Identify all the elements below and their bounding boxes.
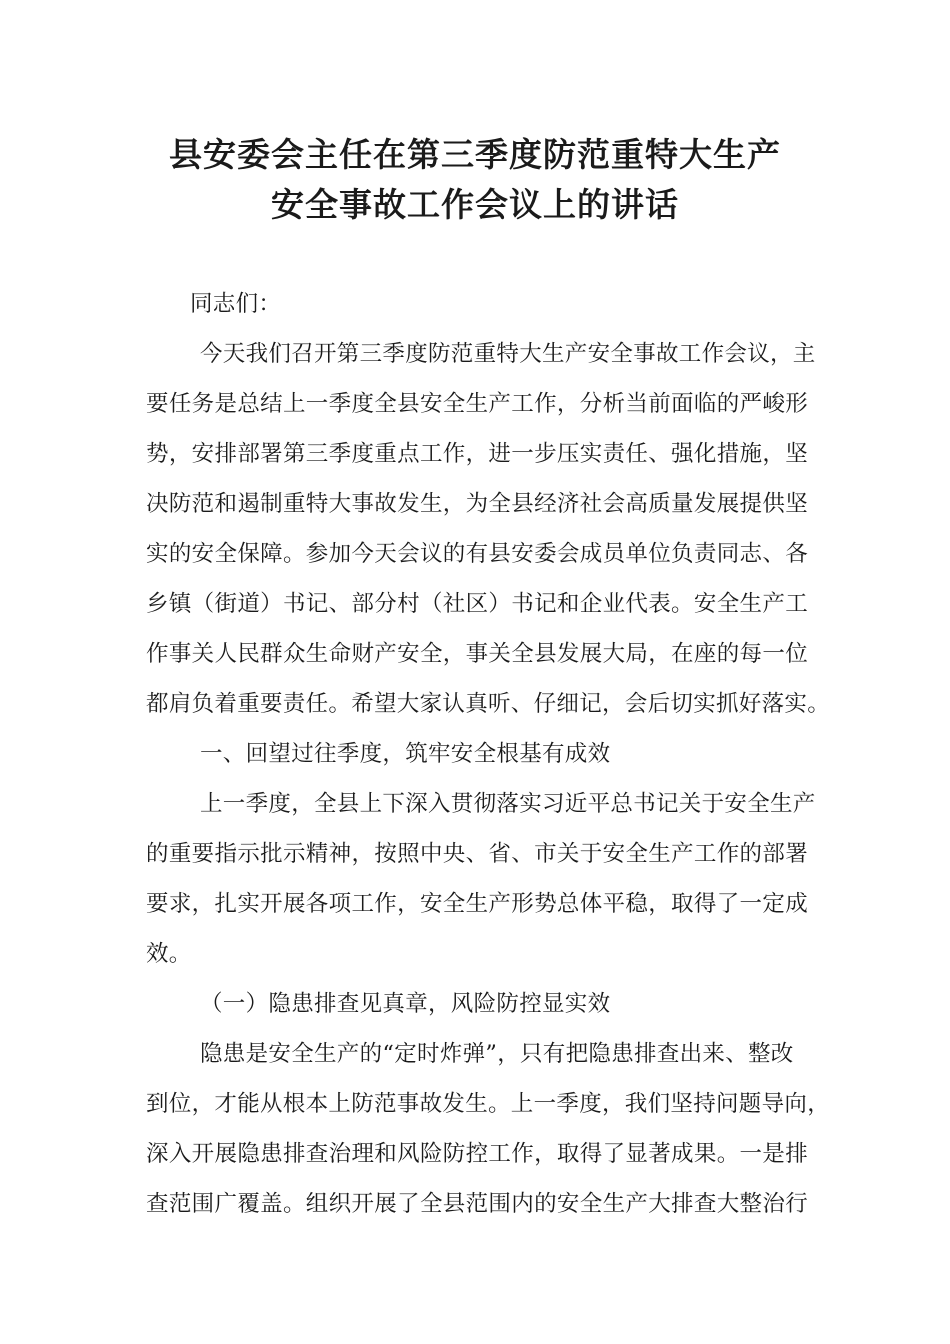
section-heading-1: 一、回望过往季度，筑牢安全根基有成效 bbox=[200, 741, 611, 767]
paragraph-line: 要任务是总结上一季度全县安全生产工作，分析当前面临的严峻形 bbox=[146, 391, 808, 417]
paragraph-line: 实的安全保障。参加今天会议的有县安委会成员单位负责同志、各 bbox=[146, 541, 808, 567]
paragraph-line: 的重要指示批示精神，按照中央、省、市关于安全生产工作的部署 bbox=[146, 841, 808, 867]
subsection-heading-1: （一）隐患排查见真章，风险防控显实效 bbox=[200, 991, 611, 1017]
paragraph-line: 作事关人民群众生命财产安全，事关全县发展大局，在座的每一位 bbox=[146, 641, 808, 667]
title-line-2: 安全事故工作会议上的讲话 bbox=[271, 185, 679, 224]
paragraph-line: 隐患是安全生产的“定时炸弹”，只有把隐患排查出来、整改 bbox=[200, 1041, 794, 1067]
paragraph-line: 都肩负着重要责任。希望大家认真听、仔细记，会后切实抓好落实。 bbox=[146, 691, 831, 717]
paragraph-line: 乡镇（街道）书记、部分村（社区）书记和企业代表。安全生产工 bbox=[146, 591, 808, 617]
paragraph-line: 势，安排部署第三季度重点工作，进一步压实责任、强化措施，坚 bbox=[146, 441, 808, 467]
paragraph-line: 到位，才能从根本上防范事故发生。上一季度，我们坚持问题导向， bbox=[146, 1091, 831, 1117]
paragraph-line: 查范围广覆盖。组织开展了全县范围内的安全生产大排查大整治行 bbox=[146, 1191, 808, 1217]
paragraph-line: 上一季度，全县上下深入贯彻落实习近平总书记关于安全生产 bbox=[200, 791, 816, 817]
paragraph-line: 要求，扎实开展各项工作，安全生产形势总体平稳，取得了一定成 bbox=[146, 891, 808, 917]
salutation: 同志们： bbox=[190, 291, 282, 317]
paragraph-line: 效。 bbox=[146, 941, 192, 967]
paragraph-line: 今天我们召开第三季度防范重特大生产安全事故工作会议，主 bbox=[200, 341, 816, 367]
paragraph-line: 决防范和遏制重特大事故发生，为全县经济社会高质量发展提供坚 bbox=[146, 491, 808, 517]
paragraph-line: 深入开展隐患排查治理和风险防控工作，取得了显著成果。一是排 bbox=[146, 1141, 808, 1167]
title-line-1: 县安委会主任在第三季度防范重特大生产 bbox=[169, 135, 781, 174]
